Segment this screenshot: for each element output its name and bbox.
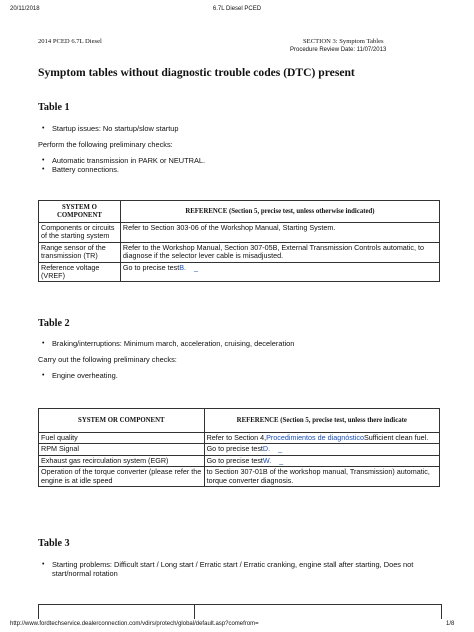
table2-col-component: SYSTEM OR COMPONENT: [39, 409, 205, 433]
reference-text: Go to precise test: [122, 262, 180, 272]
print-title: 6.7L Diesel PCED: [212, 6, 262, 12]
table-cell: RPM Signal: [39, 444, 205, 455]
table1-checks-list: [38, 156, 438, 174]
table-cell: Exhaust gas recirculation system (EGR): [39, 455, 205, 466]
reference-text-end: Sufficient clean fuel.: [364, 433, 429, 442]
table2: [38, 408, 440, 487]
test-link-mark[interactable]: _: [279, 455, 284, 465]
table-cell: to Section 307-01B of the workshop manual, Transmission) automatic, torque converter diagnosis.: [204, 467, 439, 487]
table3-symptom-list: [38, 560, 438, 578]
test-link[interactable]: B.: [179, 262, 187, 272]
print-date: 20/11/2018: [10, 6, 40, 12]
table1-symptom-list: [38, 124, 438, 133]
table-row: [39, 433, 440, 444]
test-link-mark[interactable]: _: [278, 444, 283, 454]
table1-intro: Perform the following preliminary checks:: [38, 140, 173, 149]
diagnostic-procedures-link[interactable]: Procedimientos de diagnóstico: [266, 433, 364, 442]
table-cell: Refer to the Workshop Manual, Section 307-05B, External Transmission Controls automatic, to diagnose if the selector lever cable is misadjusted.: [120, 242, 439, 262]
table3-partial: [38, 604, 442, 619]
table-row: [39, 444, 440, 455]
doc-header-section: SECTION 3: Symptom Tables: [303, 38, 384, 45]
table1: [38, 200, 440, 282]
table2-checks-list: [38, 371, 438, 380]
table1-col-reference: REFERENCE (Section 5, precise test, unless otherwise indicated): [120, 201, 439, 223]
list-item: • Battery connections.: [38, 165, 438, 174]
test-link[interactable]: W.: [262, 455, 272, 465]
table-divider: [194, 605, 195, 619]
reference-text: Go to precise test: [206, 455, 263, 465]
test-link[interactable]: D.: [262, 444, 271, 454]
list-item: • Starting problems: Difficult start / Long start / Erratic start / Erratic cranking, engine stall after starting, Does not start/normal rotation: [38, 560, 438, 578]
table3-heading: Table 3: [38, 538, 70, 549]
list-item: • Engine overheating.: [38, 371, 438, 380]
table2-heading: Table 2: [38, 318, 70, 329]
table-cell: Refer to Section 303-06 of the Workshop Manual, Starting System.: [120, 223, 439, 243]
table-row: [39, 242, 440, 262]
table-row: [39, 223, 440, 243]
table2-intro: Carry out the following preliminary checks:: [38, 355, 177, 364]
table-cell: Reference voltage (VREF): [39, 262, 121, 282]
table1-heading: Table 1: [38, 102, 70, 113]
table-cell: Operation of the torque converter (please refer the engine is at idle speed: [39, 467, 205, 487]
print-url[interactable]: http://www.fordtechservice.dealerconnection.com/vdirs/protech/global/default.asp?comefrom=: [10, 621, 259, 627]
reference-text: Go to precise test: [206, 444, 263, 454]
list-item: • Braking/interruptions: Minimum march, acceleration, cruising, deceleration: [38, 339, 438, 348]
table2-symptom-list: [38, 339, 438, 348]
table2-col-reference: REFERENCE (Section 5, precise test, unless there indicate: [204, 409, 439, 433]
table-cell: [204, 455, 439, 466]
doc-header-left: 2014 PCED 6.7L Diesel: [38, 38, 102, 45]
list-item: • Automatic transmission in PARK or NEUTRAL.: [38, 156, 438, 165]
page-title: Symptom tables without diagnostic trouble codes (DTC) present: [38, 66, 355, 79]
table-cell: [204, 433, 439, 444]
doc-review-date: Procedure Review Date: 11/07/2013: [290, 47, 387, 53]
table-cell: Fuel quality: [39, 433, 205, 444]
table-row: [39, 262, 440, 282]
table1-col-component: SYSTEM O COMPONENT: [39, 201, 121, 223]
table-cell: [204, 444, 439, 455]
table-row: [39, 467, 440, 487]
list-item: • Startup issues: No startup/slow startup: [38, 124, 438, 133]
table-cell: Components or circuits of the starting system: [39, 223, 121, 243]
table-cell: Range sensor of the transmission (TR): [39, 242, 121, 262]
test-link-mark[interactable]: _: [194, 262, 199, 272]
table-row: [39, 455, 440, 466]
page-number: 1/8: [446, 621, 455, 627]
table-cell: [120, 262, 439, 282]
reference-text: Refer to Section 4,: [206, 433, 267, 442]
